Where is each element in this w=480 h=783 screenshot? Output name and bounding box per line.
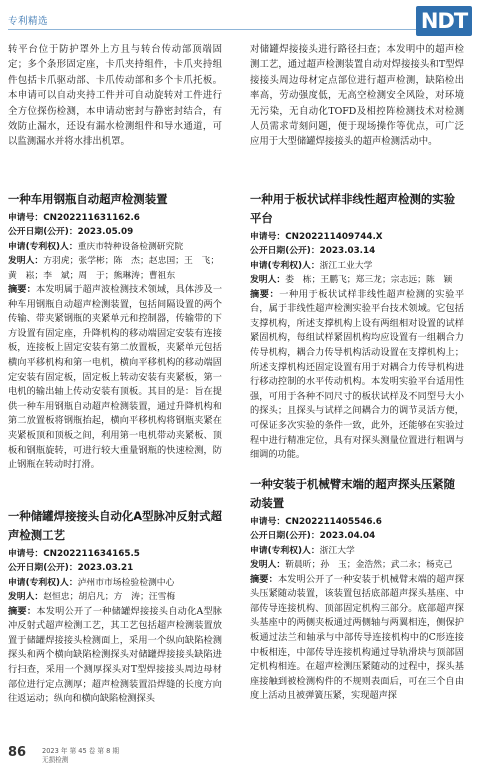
- left-column: [8, 42, 222, 150]
- abstract-label: 摘要：: [250, 288, 280, 300]
- inventors: 靳晨昕；孙 玉；金浩然；武二永；杨克己: [285, 560, 453, 571]
- right-intro-text: 对储罐焊接接头进行路径扫查；本发明中的超声检测工艺，通过超声检测装置自动对焊接接头和T型焊接接头周边母材定点部位进行超声检测，缺陷检出率高，劳动强度低，无高空检测安全风险，对环境无污染，无自动化TOFD及相控阵检测技术对检测人员需求苛刻问题，便于现场操作等优点，可广泛应用于大型储罐焊接接头的超声检测活动中。: [250, 44, 464, 148]
- journal-name: 无损检测: [42, 756, 69, 764]
- publication-date: 公开日期(公开)：2023.05.09: [8, 227, 134, 238]
- article-title: 一种安装于机械臂末端的超声探头压紧随动装置: [250, 477, 456, 510]
- inventor-label: 发明人：: [8, 256, 44, 267]
- article-title: 一种储罐焊接接头自动化A型脉冲反射式超声检测工艺: [8, 509, 222, 542]
- inventor-label: 发明人：: [250, 560, 286, 571]
- publication-date: 公开日期(公开)：2023.03.21: [8, 563, 134, 574]
- applicant-line: [250, 259, 464, 273]
- applicant-label: 申请(专利权)人：: [8, 577, 78, 588]
- abstract-paragraph: [8, 605, 222, 707]
- inventors: 方羽虎；张学彬；陈 杰；赵忠国；王 飞；黄 崧；李 斌；周 于；熊琳涛；曹祖东: [8, 256, 220, 281]
- article-1: [8, 190, 222, 473]
- applicant-label: 申请(专利权)人：: [250, 545, 320, 556]
- article-4: [250, 475, 464, 704]
- article-title: 一种用于板状试样非线性超声检测的实验平台: [250, 192, 456, 225]
- abstract-text: 本发明属于超声波检测技术领域，具体涉及一种车用钢瓶自动超声检测装置，包括间隔设置的两个传输、带夹紧钢瓶的夹紧单元和控制器，传输带的下方设置有固定座，升降机构的移动端固定安装有连接板，连接板上固定安装有第二放置板，夹紧单元包括横向平移机构和第一电机，横向平移机构的移动端固定安装有固定板，固定板上转动安装有夹紧板，第一电机的输出轴上传动安装有顶板。其目的是：旨在提供一种车用钢瓶自动超声检测装置，通过升降机构和第二放置板将钢瓶抬起，横向平移机构将钢瓶夹紧在夹紧板顶和顶板之间，利用第一电机带动夹紧板、顶板和钢瓶旋转，可进行较大重量钢瓶的快速检测，防止钢瓶在转动时打滑。: [8, 284, 223, 471]
- inventor-line: [8, 590, 222, 604]
- application-number: 申请号：CN202211409744.X: [250, 232, 383, 242]
- inventor-label: 发明人：: [250, 275, 286, 286]
- inventor-line: [250, 558, 464, 572]
- left-intro-text: 转平台位于防护罩外上方且与转台传动部顶端固定；多个条形固定座，卡爪夹持组件，卡爪夹持组件包括卡爪驱动部、卡爪传动部和多个卡爪托板。本申请可以自动夹持工件并可自动旋转对工件进行全方位探伤检测，本申请动密封与静密封结合，有效防止漏水，还设有漏水检测组件和导水通道，可以监测漏水并将水排出机罩。: [8, 44, 222, 148]
- publication-date: 公开日期(公开)：2023.04.04: [250, 531, 376, 542]
- article-2: [8, 507, 222, 707]
- application-number: 申请号：CN202211405546.6: [250, 517, 382, 527]
- abstract-text: 本发明公开了一种安装于机械臂末端的超声探头压紧随动装置，该装置包括底部超声探头基座、中部传导连接机构、顶部固定机构三部分。底部超声探头基座中的两侧夹板通过两侧轴与两翼相连，侧保护板通过法兰和轴承与中部传导连接机构中的C形连接中板相连，中部传导连接机构通过导轨滑块与顶部固定机构相连。在超声检测压紧随动的过程中，探头基座接触到被检测构件的不规则表面后，可在三个自由度上活动且被弹簧压紧，实现超声探: [250, 573, 465, 702]
- issue-volume: 2023 年 第 45 卷 第 8 期: [42, 747, 120, 755]
- page-number: 86: [8, 745, 27, 760]
- abstract-label: 摘要：: [8, 605, 37, 617]
- applicant-line: [250, 544, 464, 558]
- applicant-line: [8, 576, 222, 590]
- application-number: 申请号：CN202211631162.6: [8, 213, 140, 223]
- abstract-paragraph: [8, 283, 222, 473]
- inventor-line: [250, 273, 464, 287]
- abstract-paragraph: [250, 288, 464, 463]
- applicant: 浙江大学: [319, 545, 355, 556]
- applicant-line: [8, 240, 222, 254]
- applicant-label: 申请(专利权)人：: [8, 241, 78, 252]
- section-tag: 专利精选: [8, 16, 49, 27]
- abstract-paragraph: [250, 573, 464, 704]
- article-3: [250, 190, 464, 463]
- applicant: 重庆市特种设备检测研究院: [77, 241, 184, 252]
- header-rule: [8, 29, 416, 30]
- inventors: 赵恒忠；胡启凡；方 涛；汪雪梅: [43, 592, 176, 603]
- abstract-text: 本发明公开了一种储罐焊接接头自动化A型脉冲反射式超声检测工艺，其工艺包括超声检测装置放置于储罐焊接接头检测面上，采用一个纵向缺陷检测探头和两个横向缺陷检测探头对储罐焊接接头缺陷进行扫查，采用一个测厚探头对T型焊接接头周边母材部位进行定点测厚；超声检测装置沿焊缝的长度方向往返运动；纵向和横向缺陷检测探头: [8, 605, 222, 705]
- page-footer: [8, 745, 208, 777]
- right-column: [250, 42, 464, 150]
- application-number: 申请号：CN202211634165.5: [8, 549, 140, 559]
- inventors: 娄 栋；王鹏飞；郑三龙；宗志远；陈 颖: [285, 275, 453, 286]
- page-header: [0, 0, 480, 44]
- inventor-label: 发明人：: [8, 592, 44, 603]
- abstract-text: 一种用于板状试样非线性超声检测的实验平台，属于非线性超声检测实验平台技术领域。它包括支撑机构，所述支撑机构上设有两组相对设置的试样紧固机构，每组试样紧固机构均应设置有一组耦合力传导机构，耦合力传导机构活动设置在支撑机构上；所述支撑机构还固定设置有用于对耦合力传导机构进行移动控制的水平传动机构。本发明实验平台适用性强，可用于各种不同尺寸的板状试样及不同型号大小的探头；且探头与试样之间耦合力的调节灵活方便，可保证多次实验的条件一致，此外，还能够在实验过程中进行精准定位，具有对探头测量位置进行粗调与细调的功能。: [250, 288, 465, 461]
- issue-info: [42, 747, 119, 765]
- inventor-line: [8, 254, 222, 283]
- article-title: 一种车用钢瓶自动超声检测装置: [8, 192, 168, 206]
- publication-date: 公开日期(公开)：2023.03.14: [250, 246, 376, 257]
- abstract-label: 摘要：: [8, 284, 36, 296]
- applicant: 浙江工业大学: [319, 260, 373, 271]
- applicant: 泸州市市场检验检测中心: [77, 577, 175, 588]
- journal-logo: NDT: [416, 6, 472, 36]
- abstract-label: 摘要：: [250, 573, 278, 585]
- applicant-label: 申请(专利权)人：: [250, 260, 320, 271]
